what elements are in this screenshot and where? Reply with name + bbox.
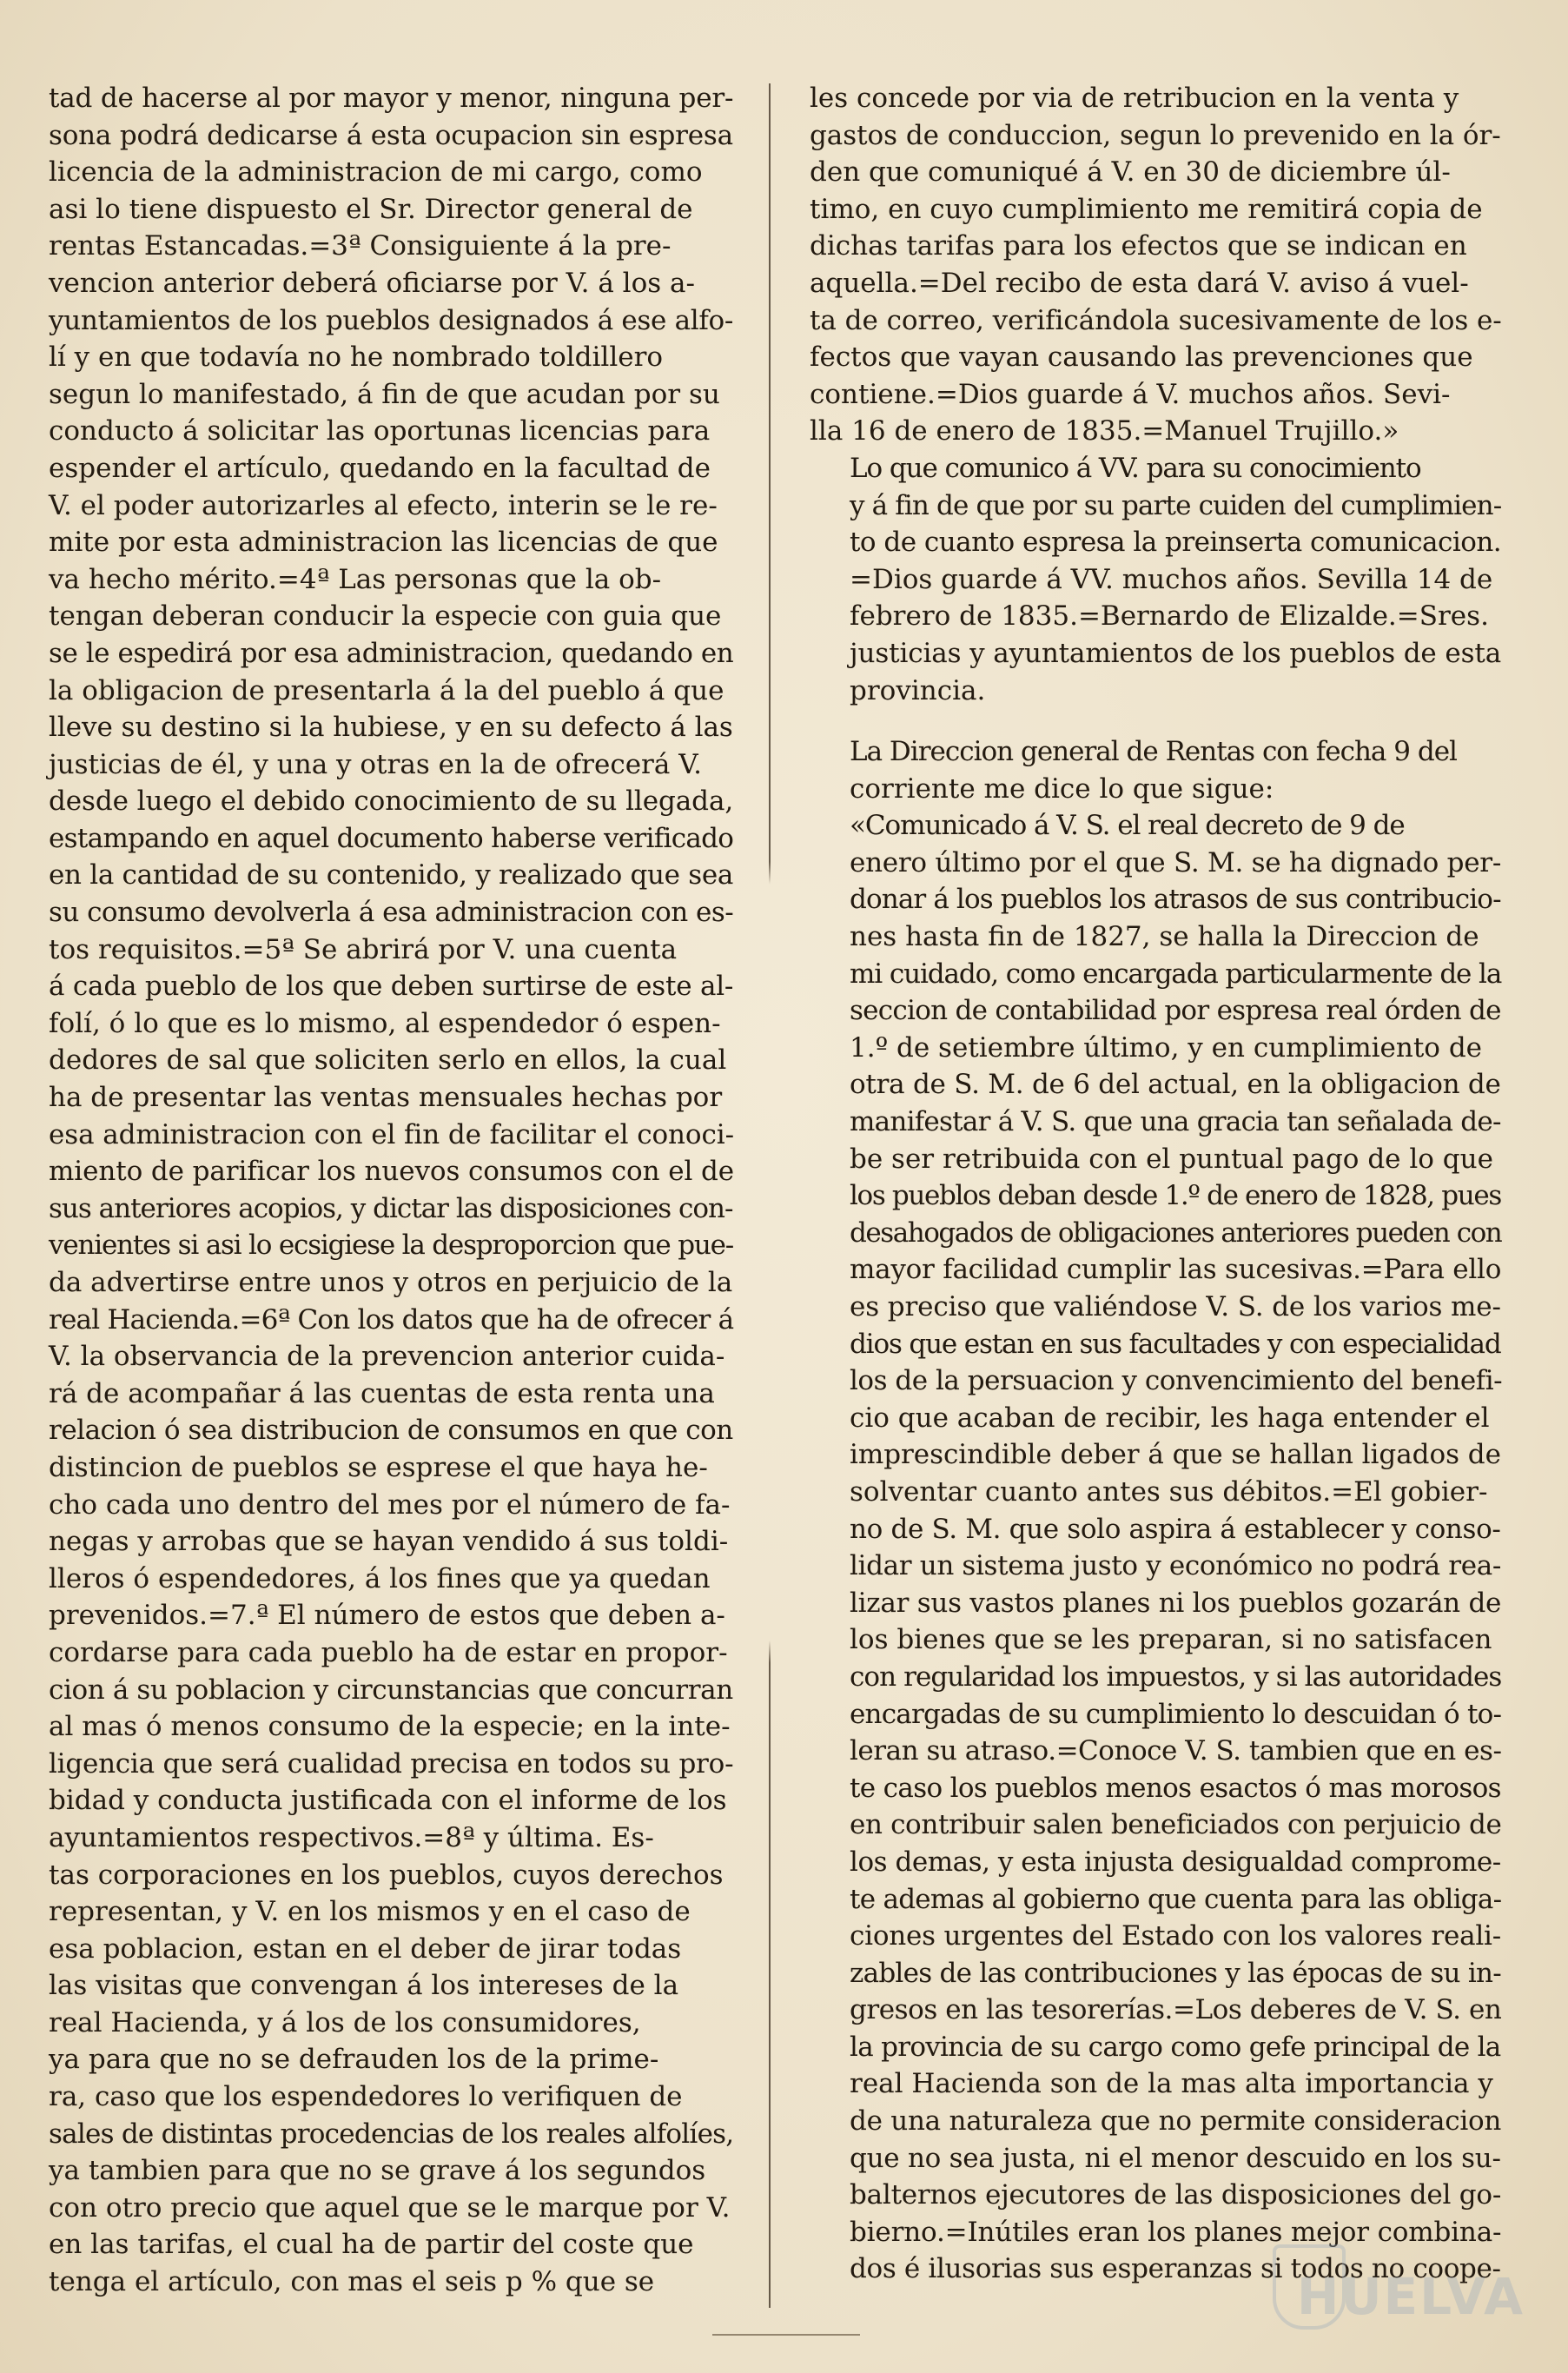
text-line: be ser retribuida con el puntual pago de lo que — [850, 1143, 1493, 1175]
text-line: esa poblacion, estan en el deber de jirar todas — [49, 1932, 682, 1965]
text-line: leran su atraso.=Conoce V. S. tambien que en es- — [850, 1735, 1502, 1767]
text-line: mi cuidado, como encargada particularmente de la — [850, 958, 1502, 990]
text-line: los pueblos deban desde 1.º de enero de 1828, pues — [850, 1180, 1501, 1212]
text-line: la obligacion de presentarla á la del pueblo á que — [49, 674, 724, 706]
text-line: provincia. — [850, 674, 986, 706]
text-line: desde luego el debido conocimiento de su llegada, — [49, 785, 734, 818]
text-line: aquella.=Del recibo de esta dará V. aviso á vuel- — [810, 267, 1469, 299]
text-line: gresos en las tesorerías.=Los deberes de V. S. en — [850, 1994, 1502, 2026]
text-line: estampando en aquel documento haberse verificado — [49, 822, 734, 854]
text-line: tengan deberan conducir la especie con guia que — [49, 600, 722, 633]
text-line: cio que acaban de recibir, les haga entender el — [850, 1402, 1490, 1434]
text-line: tenga el artículo, con mas el seis p % que se — [49, 2266, 655, 2298]
text-line: con otro precio que aquel que se le marque por V. — [49, 2191, 731, 2224]
text-line: y á fin de que por su parte cuiden del cumplimien- — [850, 489, 1502, 521]
text-line: en las tarifas, el cual ha de partir del coste que — [49, 2229, 694, 2261]
text-line: mayor facilidad cumplir las sucesivas.=Para ello — [850, 1254, 1502, 1286]
text-line: dos é ilusorias sus esperanzas si todos no coope- — [850, 2253, 1501, 2285]
text-line: con regularidad los impuestos, y si las autoridades — [850, 1660, 1502, 1693]
text-line: va hecho mérito.=4ª Las personas que la ob- — [49, 563, 662, 595]
text-line: corriente me dice lo que sigue: — [850, 772, 1274, 805]
text-line: la provincia de su cargo como gefe principal de la — [850, 2031, 1501, 2063]
paragraph-real-decreto — [810, 807, 1501, 2288]
text-line: nes hasta fin de 1827, se halla la Direccion de — [850, 921, 1479, 953]
text-line: da advertirse entre unos y otros en perjuicio de la — [49, 1267, 733, 1298]
text-line: rentas Estancadas.=3ª Consiguiente á la pre- — [49, 230, 672, 262]
text-line: fectos que vayan causando las prevenciones que — [810, 341, 1473, 374]
text-line: contiene.=Dios guarde á V. muchos años. Sevi- — [810, 378, 1451, 410]
text-line: cho cada uno dentro del mes por el número de fa- — [49, 1488, 731, 1521]
text-line: representan, y V. en los mismos y en el caso de — [49, 1896, 691, 1928]
text-line: á cada pueblo de los que deben surtirse de este al- — [49, 971, 734, 1003]
text-line: justicias y ayuntamientos de los pueblos de esta — [850, 637, 1502, 669]
text-line: segun lo manifestado, á fin de que acudan por su — [49, 378, 720, 410]
text-line: justicias de él, y una y otras en la de ofrecerá V. — [49, 748, 703, 780]
text-line: 1.º de setiembre último, y en cumplimiento de — [850, 1031, 1483, 1064]
text-line: balternos ejecutores de las disposiciones del go- — [850, 2179, 1502, 2211]
text-line: bidad y conducta justificada con el informe de los — [49, 1785, 727, 1817]
text-line: tas corporaciones en los pueblos, cuyos derechos — [49, 1859, 724, 1891]
text-line: bierno.=Inútiles eran los planes mejor combina- — [850, 2216, 1502, 2248]
text-line: den que comuniqué á V. en 30 de diciembre úl- — [810, 156, 1451, 189]
text-line: los bienes que se les preparan, si no satisfacen — [850, 1624, 1492, 1656]
text-line: las visitas que convengan á los intereses de la — [49, 1970, 679, 2002]
text-line: conducto á solicitar las oportunas licencias para — [49, 415, 711, 447]
text-line: lidar un sistema justo y económico no podrá rea- — [850, 1550, 1502, 1582]
text-line: prevenidos.=7.ª El número de estos que deben a- — [49, 1600, 725, 1632]
text-line: encargadas de su cumplimiento lo descuidan ó to- — [850, 1698, 1502, 1730]
text-line: ta de correo, verificándola sucesivamente de los e- — [810, 304, 1502, 336]
text-line: real Hacienda.=6ª Con los datos que ha de ofrecer á — [49, 1303, 734, 1336]
text-line: rá de acompañar á las cuentas de esta renta una — [49, 1377, 715, 1409]
left-column — [49, 80, 733, 2301]
text-line: real Hacienda son de la mas alta importancia y — [850, 2068, 1493, 2100]
column-divider — [769, 83, 771, 2308]
text-line: La Direccion general de Rentas con fecha 9 del — [850, 736, 1457, 768]
text-line: lí y en que todavía no he nombrado toldillero — [49, 341, 664, 374]
text-line: sales de distintas procedencias de los reales alfolíes, — [49, 2118, 734, 2150]
text-line: imprescindible deber á que se hallan ligados de — [850, 1439, 1501, 1471]
text-line: sus anteriores acopios, y dictar las disposiciones con- — [49, 1192, 733, 1224]
text-line: los demas, y esta injusta desigualdad comprome- — [850, 1846, 1501, 1878]
text-line: febrero de 1835.=Bernardo de Elizalde.=Sres. — [850, 600, 1489, 633]
text-line: en la cantidad de su contenido, y realizado que sea — [49, 859, 734, 892]
text-line: dios que estan en sus facultades y con especialidad — [850, 1328, 1501, 1360]
text-line: cion á su poblacion y circunstancias que concurran — [49, 1674, 733, 1706]
text-line: tos requisitos.=5ª Se abrirá por V. una cuenta — [49, 933, 678, 965]
text-line: to de cuanto espresa la preinserta comunicacion. — [850, 527, 1502, 559]
text-line: gastos de conduccion, segun lo prevenido en la ór- — [810, 119, 1501, 151]
text-line: ciones urgentes del Estado con los valores reali- — [850, 1920, 1501, 1952]
text-line: donar á los pueblos los atrasos de sus contribucio- — [850, 884, 1501, 916]
left-column-text — [49, 80, 733, 2301]
text-line: les concede por via de retribucion en la venta y — [810, 83, 1459, 114]
text-line: de una naturaleza que no permite consideracion — [850, 2105, 1502, 2138]
text-line: mite por esta administracion las licencias de que — [49, 527, 718, 559]
text-line: relacion ó sea distribucion de consumos en que con — [49, 1415, 733, 1447]
text-line: ayuntamientos respectivos.=8ª y última. Es- — [49, 1821, 654, 1853]
text-line: los de la persuacion y convencimiento del benefi- — [850, 1365, 1503, 1397]
text-line: Lo que comunico á VV. para su conocimiento — [850, 452, 1421, 484]
text-line: su consumo devolverla á esa administracion con es- — [49, 897, 734, 929]
text-line: en contribuir salen beneficiados con perjuicio de — [850, 1809, 1502, 1841]
text-line: distincion de pueblos se esprese el que haya he- — [49, 1451, 708, 1483]
text-line: ha de presentar las ventas mensuales hechas por — [49, 1082, 723, 1114]
text-line: manifestar á V. S. que una gracia tan señalada de- — [850, 1106, 1501, 1138]
text-line: timo, en cuyo cumplimiento me remitirá copia de — [810, 193, 1483, 225]
text-line: venientes si asi lo ecsigiese la desproporcion que pue- — [49, 1230, 734, 1262]
text-line: ya tambien para que no se grave á los segundos — [49, 2155, 706, 2187]
paragraph-direccion-general — [810, 733, 1501, 807]
text-line: que no sea justa, ni el menor descuido en los su- — [850, 2142, 1501, 2174]
text-line: cordarse para cada pueblo ha de estar en propor- — [49, 1636, 728, 1668]
paragraph-lo-que-comunico — [810, 450, 1501, 709]
text-line: negas y arrobas que se hayan vendido á sus toldi- — [49, 1526, 729, 1558]
text-line: es preciso que valiéndose V. S. de los varios me- — [850, 1291, 1501, 1322]
text-line: te caso los pueblos menos esactos ó mas morosos — [850, 1772, 1501, 1804]
text-line: otra de S. M. de 6 del actual, en la obligacion de — [850, 1069, 1501, 1101]
text-line: se le espedirá por esa administracion, quedando en — [49, 637, 734, 669]
bottom-rule — [712, 2334, 860, 2336]
text-line: lleve su destino si la hubiese, y en su defecto á las — [49, 712, 733, 744]
archive-watermark — [1264, 2234, 1533, 2338]
text-line: espender el artículo, quedando en la facultad de — [49, 452, 711, 484]
text-line: enero último por el que S. M. se ha dignado per- — [850, 846, 1502, 878]
text-line: lizar sus vastos planes ni los pueblos gozarán de — [850, 1587, 1502, 1619]
text-line: folí, ó lo que es lo mismo, al espendedor ó espen- — [49, 1007, 721, 1039]
text-line: V. el poder autorizarles al efecto, interin se le re- — [49, 489, 718, 521]
text-line: dichas tarifas para los efectos que se indican en — [810, 230, 1467, 262]
text-line: al mas ó menos consumo de la especie; en la inte- — [49, 1711, 731, 1743]
text-line: licencia de la administracion de mi cargo, como — [49, 156, 703, 189]
watermark-text: HUELVA — [1296, 2267, 1525, 2326]
text-line: miento de parificar los nuevos consumos con el de — [49, 1156, 734, 1188]
text-line: seccion de contabilidad por espresa real órden de — [850, 995, 1501, 1027]
right-column — [810, 80, 1501, 2288]
text-line: lleros ó espendedores, á los fines que ya quedan — [49, 1562, 711, 1594]
text-line: te ademas al gobierno que cuenta para las obliga- — [850, 1883, 1502, 1915]
text-line: ligencia que será cualidad precisa en todos su pro- — [49, 1747, 734, 1780]
text-line: vencion anterior deberá oficiarse por V. á los a- — [49, 267, 695, 299]
text-line: ya para que no se defrauden los de la prime- — [49, 2044, 659, 2076]
text-line: dedores de sal que soliciten serlo en ellos, la cual — [49, 1044, 727, 1077]
text-line: solventar cuanto antes sus débitos.=El gobier- — [850, 1475, 1488, 1508]
paragraph-tarifas — [810, 80, 1501, 450]
text-line: tad de hacerse al por mayor y menor, ninguna per- — [49, 83, 734, 114]
text-line: V. la observancia de la prevencion anterior cuida- — [49, 1341, 725, 1373]
text-line: real Hacienda, y á los de los consumidores, — [49, 2006, 641, 2038]
text-line: =Dios guarde á VV. muchos años. Sevilla 14 de — [850, 563, 1493, 595]
text-line: sona podrá dedicarse á esta ocupacion sin espresa — [49, 119, 733, 151]
text-line: zables de las contribuciones y las épocas de su in- — [850, 1957, 1502, 1989]
text-line: desahogados de obligaciones anteriores pueden con — [850, 1216, 1502, 1249]
text-line: yuntamientos de los pueblos designados á ese alfo- — [49, 304, 733, 336]
text-line: ra, caso que los espendedores lo verifiquen de — [49, 2081, 683, 2113]
text-line: no de S. M. que solo aspira á establecer y conso- — [850, 1513, 1501, 1545]
text-line: «Comunicado á V. S. el real decreto de 9 de — [850, 810, 1405, 842]
text-line: asi lo tiene dispuesto el Sr. Director general de — [49, 193, 693, 225]
text-line: lla 16 de enero de 1835.=Manuel Trujillo.» — [810, 415, 1399, 447]
text-line: esa administracion con el fin de facilitar el conoci- — [49, 1118, 734, 1150]
